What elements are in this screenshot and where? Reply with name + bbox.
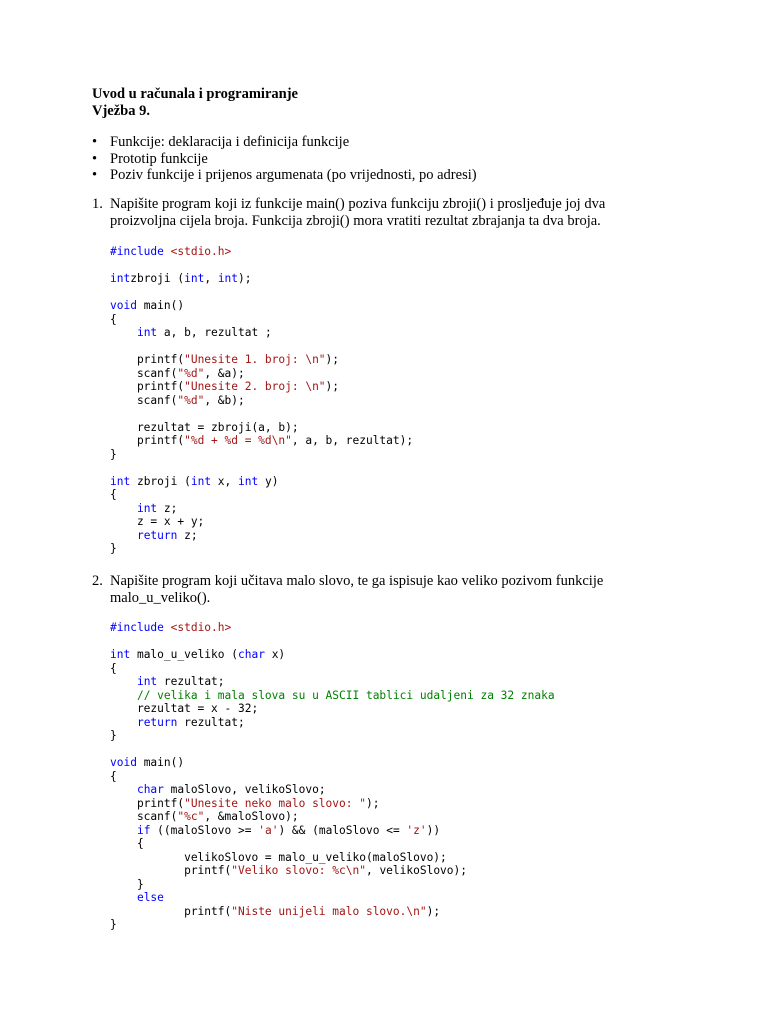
code-line xyxy=(110,837,144,850)
code-token: scanf( xyxy=(110,366,178,380)
code-line xyxy=(110,488,117,501)
code-line xyxy=(110,905,440,918)
code-line xyxy=(110,648,285,661)
code-token: "%d + %d = %d\n" xyxy=(184,434,292,447)
code-token: int xyxy=(136,501,158,515)
code-line xyxy=(110,272,252,285)
code-token: rezultat = zbroji(a, b); xyxy=(110,420,299,434)
code-token: int xyxy=(190,474,212,488)
code-token: { xyxy=(110,769,117,783)
code-token: ); xyxy=(426,904,441,918)
code-token: <stdio.h> xyxy=(170,621,232,634)
code-token: printf( xyxy=(110,796,185,810)
code-token: scanf( xyxy=(110,393,178,407)
code-token: z = x + y; xyxy=(110,515,205,528)
code-token: zbroji ( xyxy=(130,272,185,285)
code-token: "Unesite neko malo slovo: " xyxy=(184,796,366,810)
code-token: return xyxy=(136,528,178,542)
code-token: "Unesite 2. broj: \n" xyxy=(184,380,326,393)
code-token: x, xyxy=(211,474,239,488)
code-line xyxy=(110,864,467,877)
code-token: printf( xyxy=(110,864,232,877)
code-token: printf( xyxy=(110,904,232,918)
code-line xyxy=(110,689,555,702)
task-2 xyxy=(92,573,612,607)
code-line xyxy=(110,542,117,555)
task-text: Napišite program koji iz funkcije main() poziva funkciju zbroji() i prosljeđuje joj dva proizvoljna cijela broja. Funkcija zbroji() mora vratiti rezultat zbrajanja ta dva broja. xyxy=(110,196,606,229)
exercise-title: Vježba 9. xyxy=(92,103,150,119)
code-token: } xyxy=(110,918,117,931)
code-line xyxy=(110,394,245,407)
code-line xyxy=(110,245,231,258)
code-token: y) xyxy=(258,474,279,488)
code-token: return xyxy=(136,715,178,729)
code-token xyxy=(110,502,137,515)
code-token: char xyxy=(238,648,265,661)
code-token: // velika i mala slova su u ASCII tablici udaljeni za 32 znaka xyxy=(136,688,555,702)
code-token xyxy=(110,689,137,702)
code-token: int xyxy=(238,474,259,488)
code-line xyxy=(110,675,225,688)
code-line xyxy=(110,380,339,393)
code-token: { xyxy=(110,661,117,675)
code-line xyxy=(110,313,117,326)
code-token: { xyxy=(110,488,117,501)
task-number: 2. xyxy=(92,573,103,589)
code-line xyxy=(110,770,117,783)
code-line xyxy=(110,756,184,769)
code-line xyxy=(110,702,258,715)
code-line xyxy=(110,851,447,864)
code-line xyxy=(110,729,117,742)
code-token: , xyxy=(204,272,218,285)
code-block-2 xyxy=(110,621,555,932)
code-token: printf( xyxy=(110,434,185,447)
code-line xyxy=(110,434,413,447)
code-token: 'a' xyxy=(258,823,279,837)
code-token: zbroji ( xyxy=(130,474,191,488)
code-token: #include xyxy=(110,245,171,258)
code-line xyxy=(110,529,198,542)
code-token: { xyxy=(110,837,144,850)
code-token: rezultat = x - 32; xyxy=(110,702,259,715)
code-token: , velikoSlovo); xyxy=(365,864,468,877)
code-token xyxy=(110,716,137,729)
code-line xyxy=(110,299,184,312)
topic-item: • Prototip funkcije xyxy=(92,151,477,168)
code-line xyxy=(110,621,231,634)
code-token: else xyxy=(136,891,164,904)
code-line xyxy=(110,448,117,461)
code-token xyxy=(110,529,137,542)
code-token: "%d" xyxy=(177,366,205,380)
code-line xyxy=(110,353,339,366)
code-token: { xyxy=(110,312,117,326)
code-token: ); xyxy=(325,380,340,393)
code-token: main() xyxy=(136,756,185,769)
code-token: x) xyxy=(264,648,286,661)
code-token: } xyxy=(110,542,117,555)
course-title: Uvod u računala i programiranje xyxy=(92,86,298,102)
code-token: )) xyxy=(426,823,441,837)
code-token: z; xyxy=(177,528,198,542)
code-line xyxy=(110,918,117,931)
code-token: , &b); xyxy=(204,393,245,407)
code-line xyxy=(110,878,144,891)
code-token: a, b, rezultat ; xyxy=(157,326,272,339)
code-token: if xyxy=(136,823,151,837)
code-token xyxy=(110,675,137,688)
code-line xyxy=(110,891,164,904)
code-token: velikoSlovo = malo_u_veliko(maloSlovo); xyxy=(110,850,447,864)
code-token: "Veliko slovo: %c\n" xyxy=(231,864,366,877)
code-token: ); xyxy=(365,796,380,810)
code-token: } xyxy=(110,729,117,742)
code-token: "Niste unijeli malo slovo.\n" xyxy=(231,904,427,918)
code-token: rezultat; xyxy=(157,675,225,688)
code-token xyxy=(110,824,137,837)
code-block-1 xyxy=(110,245,413,556)
code-token: "%d" xyxy=(177,393,205,407)
code-token: "Unesite 1. broj: \n" xyxy=(184,353,326,366)
code-token: printf( xyxy=(110,353,185,366)
code-token: rezultat; xyxy=(177,715,245,729)
code-token: void xyxy=(110,299,137,312)
code-line xyxy=(110,783,326,796)
code-token xyxy=(110,783,137,796)
code-token: int xyxy=(217,272,239,285)
topic-item: • Funkcije: deklaracija i definicija funkcije xyxy=(92,134,477,151)
code-token: z; xyxy=(157,501,178,515)
code-token: , &maloSlovo); xyxy=(204,810,299,823)
code-token: "%c" xyxy=(177,810,205,823)
code-token: char xyxy=(136,783,164,796)
code-token: ((maloSlovo >= xyxy=(150,823,259,837)
code-token: ) && (maloSlovo <= xyxy=(278,823,407,837)
task-number: 1. xyxy=(92,196,103,212)
code-token: 'z' xyxy=(406,823,427,837)
code-line xyxy=(110,475,278,488)
code-token: maloSlovo, velikoSlovo; xyxy=(163,783,326,796)
code-line xyxy=(110,421,299,434)
code-line xyxy=(110,662,117,675)
code-token: printf( xyxy=(110,380,185,393)
code-token: , a, b, rezultat); xyxy=(291,434,414,447)
code-token: malo_u_veliko ( xyxy=(130,648,238,661)
code-token: main() xyxy=(136,299,185,312)
topic-item: • Poziv funkcije i prijenos argumenata (po vrijednosti, po adresi) xyxy=(92,167,477,184)
code-token xyxy=(110,326,137,339)
code-line xyxy=(110,515,204,528)
code-token: } xyxy=(110,877,144,891)
code-token: } xyxy=(110,447,117,461)
code-token: int xyxy=(136,675,158,688)
code-token: , &a); xyxy=(204,366,245,380)
code-line xyxy=(110,797,379,810)
code-token: int xyxy=(110,648,131,661)
code-token: ); xyxy=(238,272,252,285)
task-1 xyxy=(92,196,612,230)
code-token: void xyxy=(110,756,137,769)
code-token: int xyxy=(110,272,131,285)
code-token: int xyxy=(136,326,158,339)
code-token: ); xyxy=(325,353,340,366)
topics-list xyxy=(92,134,477,184)
code-line xyxy=(110,502,177,515)
task-text: Napišite program koji učitava malo slovo, te ga ispisuje kao veliko pozivom funkcije malo_u_veliko(). xyxy=(110,573,604,606)
code-token: scanf( xyxy=(110,810,178,823)
code-token: int xyxy=(184,272,205,285)
code-line xyxy=(110,716,245,729)
code-token: <stdio.h> xyxy=(170,245,232,258)
code-token: int xyxy=(110,474,131,488)
code-line xyxy=(110,824,440,837)
code-token: #include xyxy=(110,621,171,634)
code-line xyxy=(110,810,299,823)
code-token xyxy=(110,891,137,904)
code-line xyxy=(110,326,272,339)
code-line xyxy=(110,367,245,380)
